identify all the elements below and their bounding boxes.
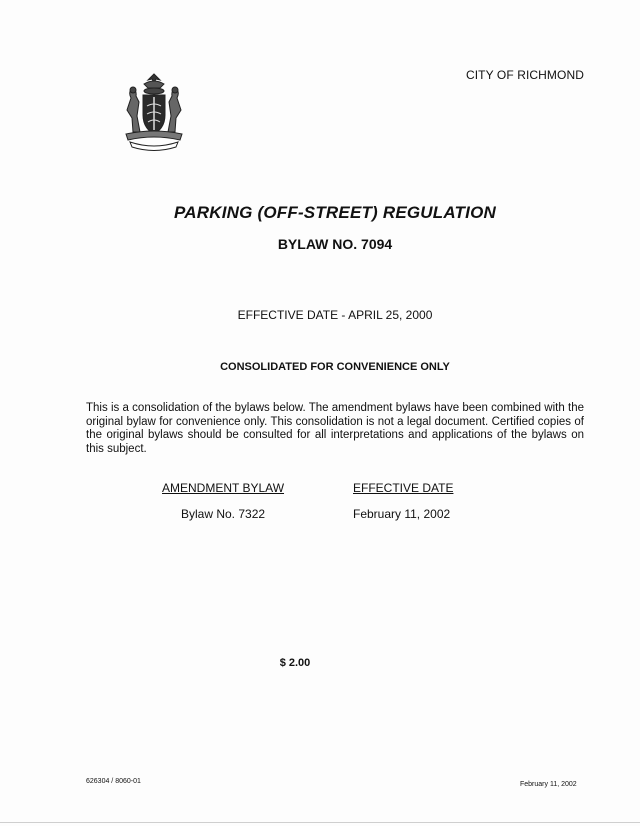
effective-date: EFFECTIVE DATE - APRIL 25, 2000: [237, 308, 433, 322]
footer-date: February 11, 2002: [520, 781, 577, 788]
bylaw-number: BYLAW NO. 7094: [277, 236, 393, 252]
amendment-bylaw-header: AMENDMENT BYLAW: [162, 481, 285, 495]
amendment-date-value: February 11, 2002: [353, 507, 451, 521]
consolidation-paragraph: This is a consolidation of the bylaws below. The amendment bylaws have been combined with the original bylaw for convenience only. This consolidation is not a legal document. Certified copies of the original bylaws should be consulted for all interpretations and applications of the bylaws on this subject.: [86, 402, 584, 455]
coat-of-arms-icon: [118, 70, 190, 152]
amendment-bylaw-value: Bylaw No. 7322: [181, 507, 266, 521]
price: $ 2.00: [279, 657, 311, 669]
page-edge-divider: [0, 822, 640, 823]
effective-date-header: EFFECTIVE DATE: [353, 481, 454, 495]
city-name: CITY OF RICHMOND: [465, 68, 584, 82]
document-title: PARKING (OFF-STREET) REGULATION: [174, 203, 496, 222]
footer-doc-id: 626304 / 8060-01: [86, 778, 141, 785]
consolidated-notice: CONSOLIDATED FOR CONVENIENCE ONLY: [220, 361, 450, 373]
